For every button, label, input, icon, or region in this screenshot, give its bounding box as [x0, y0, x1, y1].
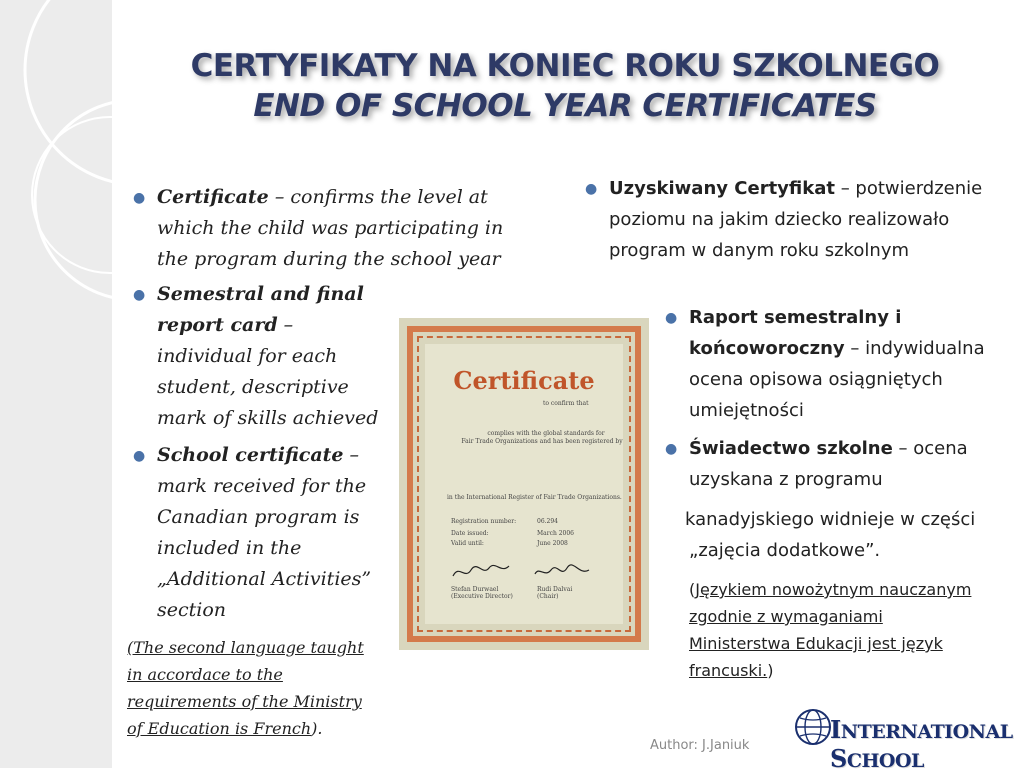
- globe-icon: [792, 706, 834, 748]
- bullet-icon: ●: [133, 190, 146, 206]
- signature-1-role: (Executive Director): [451, 593, 513, 600]
- certificate-register: in the International Register of Fair Trade Organizations.: [447, 494, 622, 501]
- left-note-link[interactable]: (The second language taught in accordace to the requirements of the Ministry of Education is French: [127, 638, 364, 738]
- left-b3-text: – mark received for the Canadian program is included in the „Additional Activities” section: [157, 444, 372, 621]
- certificate-date-label: Date issued:: [451, 530, 489, 537]
- certificate-reg-label: Registration number:: [451, 518, 517, 525]
- right-b1-bold: Uzyskiwany Certyfikat: [609, 178, 835, 199]
- signature-2-mark: [533, 562, 593, 582]
- certificate-valid-label: Valid until:: [451, 540, 484, 547]
- right-note-open: (: [689, 580, 696, 599]
- right-note-link[interactable]: Językiem nowożytnym nauczanym zgodnie z wymaganiami Ministerstwa Edukacji jest język francuski.: [689, 580, 972, 680]
- right-b2-text: – indywidualna ocena opisowa osiągniętych umiejętności: [689, 338, 985, 421]
- decorative-side-band: [0, 0, 112, 768]
- left-b3-bold: School certificate: [157, 444, 344, 466]
- right-note-close: ): [767, 661, 774, 680]
- left-note: [127, 634, 382, 742]
- right-b1-text: – potwierdzenie poziomu na jakim dziecko realizowało program w danym roku szkolnym: [609, 178, 983, 261]
- right-b2-bold: Raport semestralny i końcoworoczny: [689, 307, 902, 359]
- logo-letter-s: S: [830, 744, 847, 773]
- left-b1-text: – confirms the level at which the child was participating in the program during the school year: [157, 186, 504, 270]
- certificate-heading: Certificate: [453, 366, 595, 395]
- slide-title: [150, 46, 980, 126]
- logo-wordmark: [830, 715, 1013, 773]
- decorative-circles: [0, 0, 112, 768]
- title-english: END OF SCHOOL YEAR CERTIFICATES: [253, 88, 877, 124]
- left-b2-bold: Semestral and final report card: [157, 283, 364, 336]
- signature-2-name: Rudi Dalvai: [537, 586, 573, 593]
- certificate-valid-value: June 2008: [537, 540, 568, 547]
- author-credit: Author: J.Janiuk: [650, 738, 750, 753]
- right-b3-text: – ocena uzyskana z programu: [689, 438, 968, 490]
- logo-word-2: CHOOL: [846, 750, 924, 772]
- left-bullet-certificate: [133, 182, 507, 275]
- logo-word-1: NTERNATIONAL: [840, 721, 1013, 743]
- title-polish: CERTYFIKATY NA KONIEC ROKU SZKOLNEGO: [190, 48, 940, 84]
- bullet-icon: ●: [665, 310, 678, 326]
- signature-2-role: (Chair): [537, 593, 559, 600]
- right-bullet-swiadectwo: [665, 433, 1004, 495]
- certificate-body: [425, 344, 623, 624]
- logo-letter-i: I: [830, 715, 841, 744]
- right-bullet-certyfikat: [585, 173, 1014, 266]
- bullet-icon: ●: [133, 287, 146, 303]
- signature-1-mark: [451, 562, 511, 582]
- international-school-logo: [792, 706, 1013, 773]
- certificate-complies2: Fair Trade Organizations and has been registered by: [461, 438, 623, 445]
- certificate-image: [399, 318, 649, 650]
- bullet-icon: ●: [585, 181, 598, 197]
- right-b3-bold: Świadectwo szkolne: [689, 438, 893, 459]
- left-b2-text: – individual for each student, descriptive mark of skills achieved: [157, 314, 379, 429]
- left-b1-bold: Certificate: [157, 186, 269, 208]
- certificate-date-value: March 2006: [537, 530, 574, 537]
- right-b3-continuation: kanadyjskiego widnieje w części „zajęcia dodatkowe”.: [685, 509, 976, 561]
- signature-1-name: Stefan Durwael: [451, 586, 499, 593]
- bullet-icon: ●: [133, 448, 146, 464]
- right-bullet-raport: [665, 302, 1004, 426]
- certificate-confirm: to confirm that: [543, 400, 589, 407]
- certificate-reg-value: 06.294: [537, 518, 558, 525]
- right-note: [689, 576, 979, 684]
- certificate-complies1: complies with the global standards for: [487, 430, 605, 437]
- left-bullet-report-card: [133, 279, 382, 434]
- left-bullet-school-certificate: [133, 440, 382, 626]
- bullet-icon: ●: [665, 441, 678, 457]
- left-note-end: ).: [311, 719, 323, 738]
